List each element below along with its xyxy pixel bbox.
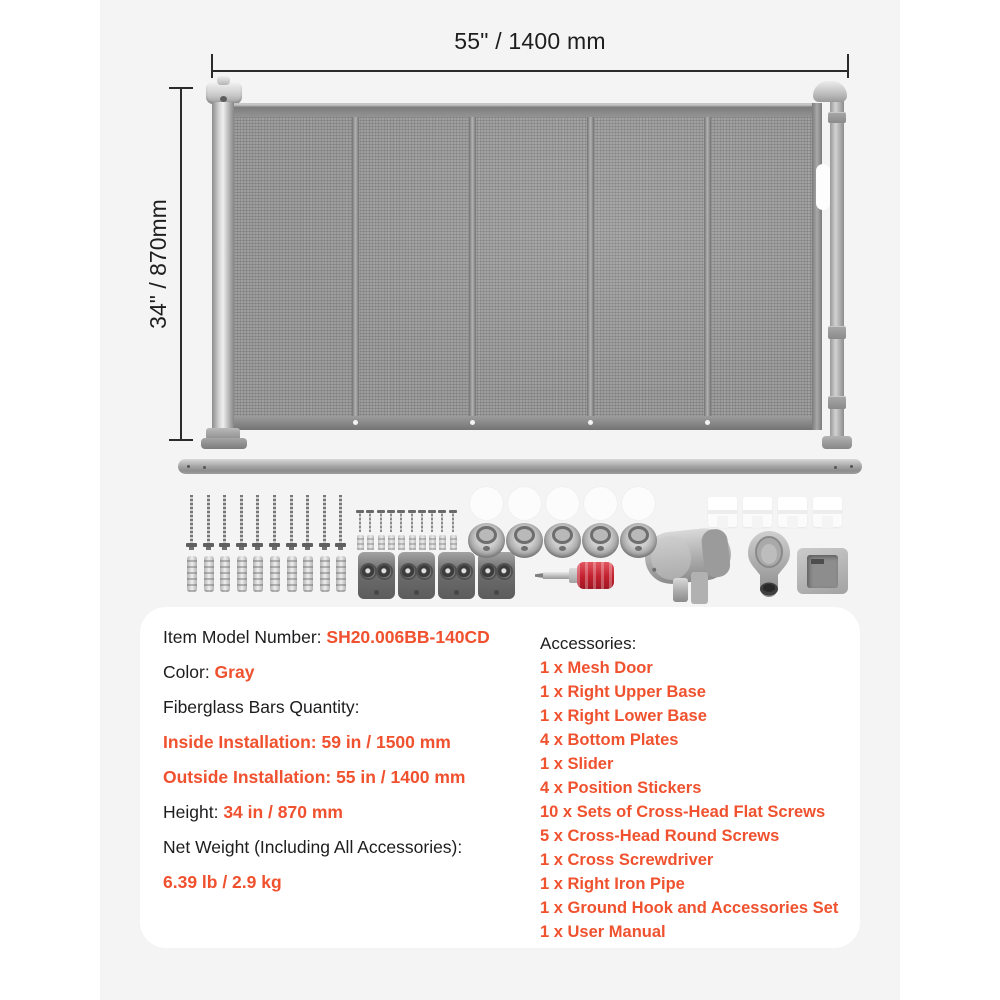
flat-screw-icon xyxy=(186,493,198,553)
left-roller-post xyxy=(212,102,234,448)
screwdriver-shaft xyxy=(543,572,571,579)
clip-icon xyxy=(743,497,772,527)
round-screw-icon xyxy=(377,510,385,533)
flat-screw-icon xyxy=(252,493,264,553)
spec-row: Color: Gray xyxy=(163,662,255,682)
accessory-item: 1 x User Manual xyxy=(540,923,666,941)
accessory-item: 1 x Cross Screwdriver xyxy=(540,851,714,869)
small-anchor-icon xyxy=(419,535,426,550)
spec-row: Item Model Number: SH20.006BB-140CD xyxy=(163,627,490,647)
spec-row: 6.39 lb / 2.9 kg xyxy=(163,872,282,892)
flat-screw-icon xyxy=(203,493,215,553)
accessories-column xyxy=(540,632,855,944)
round-screw-icon xyxy=(438,510,446,533)
flat-screw-icon xyxy=(219,493,231,553)
small-anchor-icon xyxy=(450,535,457,550)
spec-row: Inside Installation: 59 in / 1500 mm xyxy=(163,732,451,752)
position-sticker-icon xyxy=(622,487,655,520)
small-anchor-icon xyxy=(439,535,446,550)
round-screw-icon xyxy=(418,510,426,533)
accessory-item: 4 x Bottom Plates xyxy=(540,731,679,749)
mesh-seam xyxy=(352,117,359,416)
wall-anchor-icon xyxy=(303,556,313,592)
round-screw-icon xyxy=(408,510,416,533)
accessory-item: 5 x Cross-Head Round Screws xyxy=(540,827,780,845)
small-anchor-icon xyxy=(357,535,364,550)
accessory-item: 1 x Slider xyxy=(540,755,614,773)
accessories-title: Accessories: xyxy=(540,634,637,653)
round-screw-icon xyxy=(356,510,364,533)
gate-bottom-rail xyxy=(234,416,822,430)
round-base-icon xyxy=(506,523,543,558)
small-anchor-icon xyxy=(388,535,395,550)
round-screw-icon xyxy=(428,510,436,533)
width-dimension-label: 55" / 1400 mm xyxy=(454,28,606,54)
accessory-item: 4 x Position Stickers xyxy=(540,779,702,797)
bottom-plate-icon xyxy=(398,552,435,599)
spec-card xyxy=(140,607,860,948)
right-post-foot xyxy=(822,436,852,449)
wall-anchor-icon xyxy=(270,556,280,592)
accessory-item: 1 x Right Upper Base xyxy=(540,683,706,701)
wall-anchor-icon xyxy=(220,556,230,592)
width-dimension-line xyxy=(211,70,849,72)
screwdriver-handle xyxy=(577,562,614,589)
clip-icon xyxy=(708,497,737,527)
accessory-item: 10 x Sets of Cross-Head Flat Screws xyxy=(540,803,826,821)
right-lower-base-illustration xyxy=(746,530,792,598)
round-screw-icon xyxy=(449,510,457,533)
gate-right-edge-rail xyxy=(812,103,822,430)
flat-screw-icon xyxy=(319,493,331,553)
right-post-bracket xyxy=(828,326,846,339)
seam-dot xyxy=(353,420,358,425)
flat-screw-icon xyxy=(302,493,314,553)
small-anchor-icon xyxy=(378,535,385,550)
handle-slot xyxy=(816,164,830,210)
round-base-icon xyxy=(620,523,657,558)
clip-icon xyxy=(813,497,842,527)
bottom-plate-icon xyxy=(478,552,515,599)
round-base-icon xyxy=(468,523,505,558)
wall-anchor-icon xyxy=(320,556,330,592)
accessory-item: 1 x Mesh Door xyxy=(540,659,653,677)
round-base-icon xyxy=(582,523,619,558)
flat-screw-icon xyxy=(236,493,248,553)
accessory-item: 1 x Right Lower Base xyxy=(540,707,707,725)
accessory-item: 1 x Right Iron Pipe xyxy=(540,875,685,893)
wall-anchor-icon xyxy=(237,556,247,592)
height-dimension-label: 34" / 870mm xyxy=(145,199,171,329)
accessory-item: 1 x Ground Hook and Accessories Set xyxy=(540,899,839,917)
position-sticker-icon xyxy=(584,487,617,520)
wall-anchor-icon xyxy=(287,556,297,592)
right-post-cap xyxy=(813,81,847,102)
spec-row: Height: 34 in / 870 mm xyxy=(163,802,343,822)
position-sticker-icon xyxy=(546,487,579,520)
bottom-plate-icon xyxy=(358,552,395,599)
right-post-bracket xyxy=(828,396,846,409)
round-screw-icon xyxy=(366,510,374,533)
wall-anchor-icon xyxy=(187,556,197,592)
slider-illustration xyxy=(797,548,848,594)
round-screw-icon xyxy=(387,510,395,533)
left-cap-button xyxy=(220,96,227,102)
mesh-panel xyxy=(234,103,822,430)
right-post-bracket xyxy=(828,112,846,123)
spec-row: Fiberglass Bars Quantity: xyxy=(163,697,360,717)
screwdriver-illustration xyxy=(535,560,615,592)
seam-dot xyxy=(588,420,593,425)
wall-anchor-icon xyxy=(204,556,214,592)
gate-top-rail xyxy=(234,103,822,117)
flat-screw-icon xyxy=(269,493,281,553)
small-anchor-icon xyxy=(367,535,374,550)
round-screw-icon xyxy=(397,510,405,533)
accessories-list xyxy=(540,656,855,944)
wall-anchor-icon xyxy=(253,556,263,592)
small-anchor-icon xyxy=(429,535,436,550)
left-post-base xyxy=(201,438,247,449)
bottom-plate-icon xyxy=(438,552,475,599)
position-sticker-icon xyxy=(470,487,503,520)
round-base-icon xyxy=(544,523,581,558)
iron-pipe-illustration xyxy=(178,459,862,474)
small-anchor-icon xyxy=(409,535,416,550)
spec-row: Net Weight (Including All Accessories): xyxy=(163,837,463,857)
mesh-seam xyxy=(704,117,711,416)
height-dimension-line xyxy=(180,87,182,441)
clip-icon xyxy=(778,497,807,527)
left-post-cap-knob xyxy=(217,76,230,85)
spec-row: Outside Installation: 55 in / 1400 mm xyxy=(163,767,466,787)
flat-screw-icon xyxy=(335,493,347,553)
flat-screw-icon xyxy=(286,493,298,553)
wall-anchor-icon xyxy=(336,556,346,592)
position-sticker-icon xyxy=(508,487,541,520)
small-anchor-icon xyxy=(398,535,405,550)
mesh-seam xyxy=(469,117,476,416)
spec-list xyxy=(163,620,533,900)
mesh-seam xyxy=(587,117,594,416)
